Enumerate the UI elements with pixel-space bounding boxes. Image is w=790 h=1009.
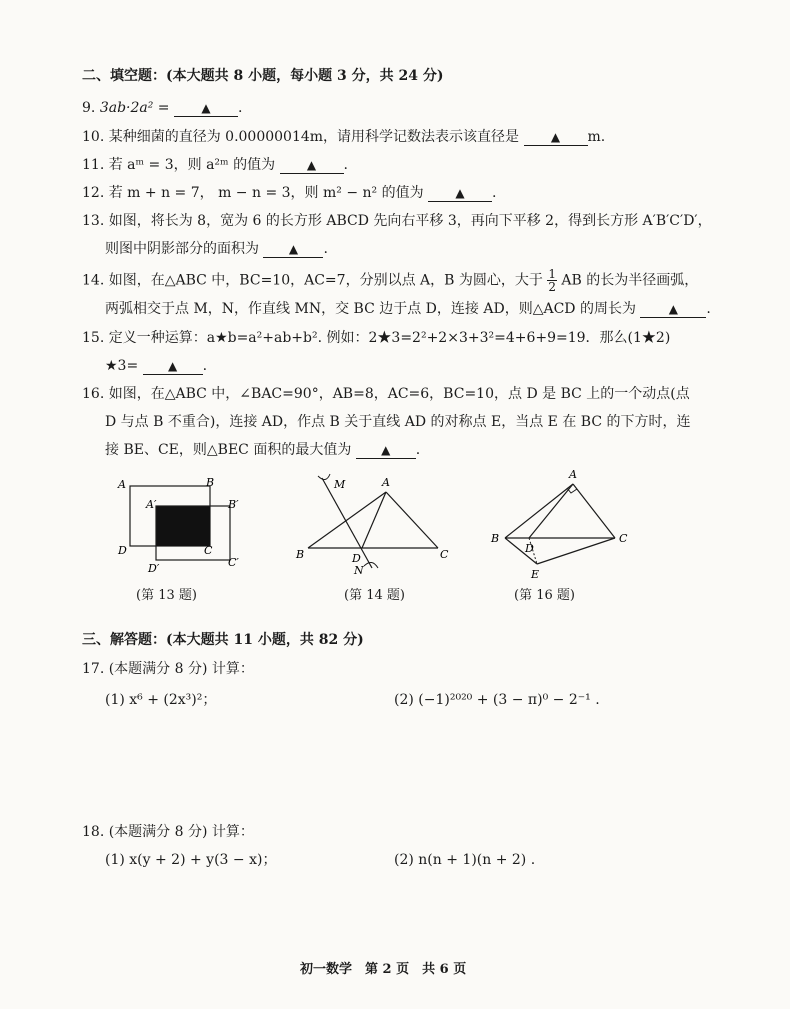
question-11: 11. 若 aᵐ = 3，则 a²ᵐ 的值为 ▲ .: [82, 157, 348, 173]
label-D: D: [118, 544, 127, 557]
fraction-numerator: 1: [548, 267, 556, 281]
section-2-title: 二、填空题：(本大题共 8 小题，每小题 3 分，共 24 分): [82, 68, 444, 84]
blank-mark: ▲: [288, 242, 299, 256]
answer-blank[interactable]: [524, 129, 588, 146]
label-C: C: [619, 532, 628, 545]
answer-blank[interactable]: [640, 301, 706, 318]
segment-AC: [386, 492, 438, 548]
question-14-line2: 两弧相交于点 M，N，作直线 MN，交 BC 边于点 D，连接 AD，则△ACD 的周长为 ▲ .: [105, 301, 711, 317]
shaded-overlap: [156, 506, 210, 546]
question-text: 某种细菌的直径为 0.00000014m，请用科学记数法表示该直径是: [108, 129, 520, 145]
label-M: M: [334, 478, 346, 491]
fraction-denominator: 2: [548, 280, 556, 294]
figure-16-caption: (第 16 题): [514, 588, 575, 603]
question-18-part-2: (2) n(n + 1)(n + 2) .: [394, 852, 536, 868]
line-MN: [322, 478, 372, 568]
segment-AB: [505, 484, 573, 538]
question-number: 15.: [82, 330, 105, 346]
question-text: 则图中阴影部分的面积为: [105, 241, 259, 257]
label-E: E: [531, 568, 540, 581]
label-D: D: [525, 542, 534, 555]
question-number: 14.: [82, 272, 105, 289]
label-C: C: [440, 548, 449, 561]
section-3-title: 三、解答题：(本大题共 11 小题，共 82 分): [82, 632, 364, 648]
question-text: 接 BE、CE，则△BEC 面积的最大值为: [105, 442, 352, 458]
question-number: 17.: [82, 661, 105, 677]
label-B: B: [296, 548, 305, 561]
question-text-cont: AB 的长为半径画弧，: [561, 272, 699, 289]
answer-blank[interactable]: [428, 185, 492, 202]
figure-13-caption: (第 13 题): [136, 588, 197, 603]
label-N: N: [354, 564, 364, 577]
blank-mark: ▲: [550, 130, 561, 144]
unit-text: m.: [587, 129, 606, 145]
question-text: 3ab·2a² =: [99, 100, 170, 116]
question-text: 定义一种运算：a★b=a²+ab+b². 例如：2★3=2²+2×3+3²=4+6+9=19．那么(1★2): [108, 330, 671, 346]
blank-mark: ▲: [455, 186, 465, 200]
question-17-part-1: (1) x⁶ + (2x³)²；: [105, 692, 217, 708]
arc-M: [318, 474, 330, 480]
question-16: [82, 384, 690, 404]
question-text: 两弧相交于点 M，N，作直线 MN，交 BC 边于点 D，连接 AD，则△ACD 的周长为: [105, 301, 636, 317]
question-17: [82, 659, 254, 679]
question-14: [82, 268, 698, 293]
question-18: [82, 822, 254, 842]
label-C: C: [204, 544, 213, 557]
question-15-line2: ★3= ▲ .: [105, 358, 208, 374]
question-number: 16.: [82, 386, 105, 402]
answer-blank[interactable]: [263, 241, 323, 258]
label-A: A: [118, 478, 126, 491]
question-number: 10.: [82, 129, 105, 145]
page-footer: 初一数学 第 2 页 共 6 页: [300, 962, 467, 977]
question-text: 如图，在△ABC 中，BC=10，AC=7，分别以点 A，B 为圆心，大于: [108, 272, 543, 289]
label-Aprime: A′: [146, 498, 157, 511]
question-text: 若 m + n = 7， m − n = 3，则 m² − n² 的值为: [108, 185, 424, 201]
question-text: 如图，在△ABC 中，∠BAC=90°，AB=8，AC=6，BC=10，点 D 是 BC 上的一个动点(点: [108, 386, 690, 402]
blank-mark: ▲: [306, 158, 317, 172]
question-17-part-2: (2) (−1)²⁰²⁰ + (3 − π)⁰ − 2⁻¹ .: [394, 692, 600, 708]
answer-blank[interactable]: [280, 157, 344, 174]
fraction-one-half: [547, 268, 557, 293]
figure-13: [110, 472, 250, 582]
question-18-part-1: (1) x(y + 2) + y(3 − x)；: [105, 852, 277, 868]
question-number: 18.: [82, 824, 105, 840]
question-header: (本题满分 8 分) 计算：: [108, 661, 254, 677]
question-13-line2: 则图中阴影部分的面积为 ▲ .: [105, 241, 328, 257]
label-D: D: [352, 552, 361, 565]
blank-mark: ▲: [168, 359, 178, 373]
label-Dprime: D′: [148, 562, 160, 575]
question-number: 9.: [82, 100, 96, 116]
question-text: 如图，将长为 8，宽为 6 的长方形 ABCD 先向右平移 3，再向下平移 2，得到长方形 A′B′C′D′，: [108, 213, 712, 229]
figure-14: [288, 470, 458, 580]
question-16-line3: 接 BE、CE，则△BEC 面积的最大值为 ▲ .: [105, 442, 421, 458]
label-A: A: [569, 468, 577, 481]
question-13: [82, 211, 712, 231]
segment-AC: [573, 484, 615, 538]
answer-blank[interactable]: [356, 442, 416, 459]
label-A: A: [382, 476, 390, 489]
question-15: [82, 328, 670, 348]
question-12: 12. 若 m + n = 7， m − n = 3，则 m² − n² 的值为 ▲ .: [82, 185, 497, 201]
question-number: 11.: [82, 157, 105, 173]
figure-14-caption: (第 14 题): [344, 588, 405, 603]
blank-mark: ▲: [668, 302, 679, 316]
blank-mark: ▲: [201, 101, 211, 115]
question-number: 13.: [82, 213, 105, 229]
question-9: 9. 3ab·2a² = ▲ .: [82, 100, 243, 116]
label-Bprime: B′: [228, 498, 239, 511]
label-B: B: [206, 476, 215, 489]
segment-CE: [537, 538, 615, 564]
question-text: ★3=: [105, 358, 139, 374]
question-10: [82, 127, 605, 147]
question-text: D 与点 B 不重合)，连接 AD，作点 B 关于直线 AD 的对称点 E，当点 E 在 BC 的下方时，连: [105, 414, 691, 430]
question-header: (本题满分 8 分) 计算：: [108, 824, 254, 840]
answer-blank[interactable]: [143, 358, 203, 375]
label-B: B: [491, 532, 500, 545]
question-16-line2: [105, 412, 690, 432]
answer-blank[interactable]: [174, 100, 238, 117]
segment-AD: [529, 484, 573, 538]
figure-16: [485, 466, 645, 582]
question-text: 若 aᵐ = 3，则 a²ᵐ 的值为: [108, 157, 276, 173]
label-Cprime: C′: [228, 556, 239, 569]
question-number: 12.: [82, 185, 105, 201]
blank-mark: ▲: [381, 443, 391, 457]
